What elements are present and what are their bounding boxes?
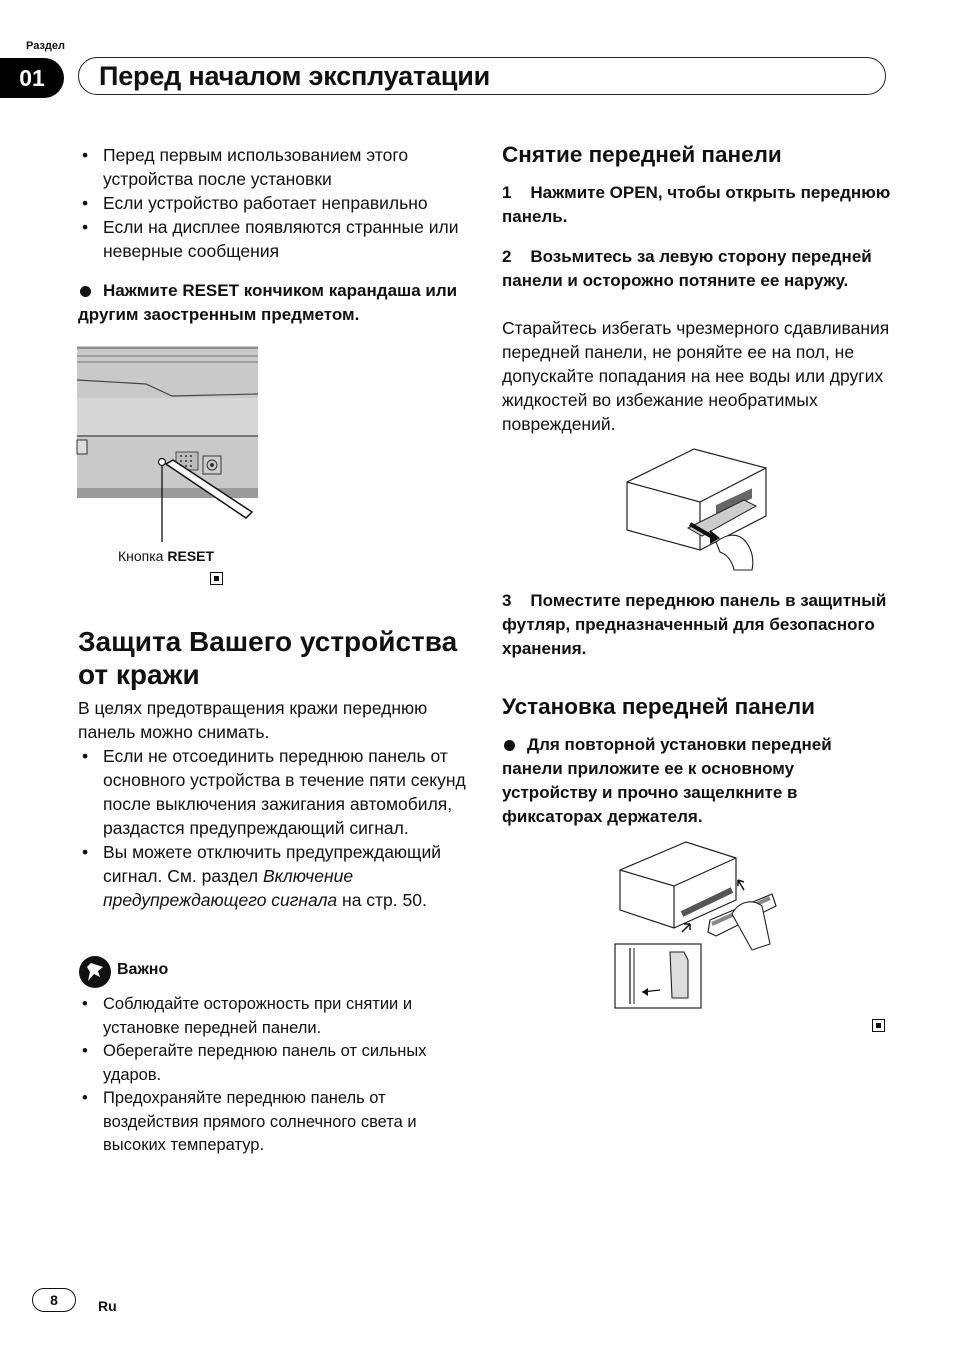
install-panel-illustration (612, 840, 782, 1012)
cross-reference-link[interactable]: Включение предупреждающего сигнала (103, 866, 354, 910)
install-instruction-text: Для повторной установки передней панели приложите ее к основному устройству и прочно защелкните в фиксаторах держателя. (502, 735, 832, 826)
arrow-icon (682, 924, 690, 932)
list-item: • Соблюдайте осторожность при снятии и установке передней панели. (78, 993, 470, 1040)
reset-instruction (78, 279, 470, 327)
end-of-section-icon (210, 572, 223, 585)
important-label: Важно (117, 961, 169, 978)
bullet-dot-icon (80, 286, 91, 297)
step-2: 2 Возьмитесь за левую сторону передней панели и осторожно потяните ее наружу. (502, 247, 877, 290)
important-list (78, 993, 470, 1158)
bullet-text: на стр. 50. (337, 890, 427, 910)
step-1: 1 Нажмите OPEN, чтобы открыть переднюю панель. (502, 183, 895, 226)
hand-icon (716, 535, 753, 570)
bullet-text: Вы можете отключить предупреждающий сигнал. См. раздел (103, 842, 441, 886)
reset-conditions-list (78, 143, 470, 263)
step-2-note: Старайтесь избегать чрезмерного сдавливания передней панели, не роняйте ее на пол, не допускайте попадания на нее воды или других жидкостей во избежание необратимых повреждений. (502, 318, 890, 434)
section-number-badge: 01 (0, 58, 64, 98)
theft-intro: В целях предотвращения кражи переднюю панель можно снимать. (78, 698, 428, 742)
reset-caption-bold: RESET (167, 548, 215, 564)
list-item: • Если не отсоединить переднюю панель от основного устройства в течение пяти секунд после выключения зажигания автомобиля, раздастся предупреждающий сигнал. (78, 744, 470, 840)
arrow-icon (738, 880, 744, 890)
list-item: • Перед первым использованием этого устройства после установки (78, 143, 470, 191)
step-3: 3 Поместите переднюю панель в защитный футляр, предназначенный для безопасного хранения. (502, 591, 892, 658)
bullet-dot-icon (504, 740, 515, 751)
important-pushpin-icon (78, 955, 112, 989)
list-item: • Предохраняйте переднюю панель от воздействия прямого солнечного света и высоких температур. (78, 1087, 470, 1158)
list-item: • Оберегайте переднюю панель от сильных ударов. (78, 1040, 470, 1087)
reset-instruction-text: Нажмите RESET кончиком карандаша или другим заостренным предметом. (78, 281, 458, 324)
remove-panel-heading: Снятие передней панели (502, 142, 782, 167)
list-item: • Если на дисплее появляются странные или неверные сообщения (78, 215, 470, 263)
reset-caption (118, 548, 214, 564)
reset-button (159, 459, 166, 466)
install-instruction (502, 733, 894, 829)
reset-button-illustration (76, 344, 262, 564)
page-number: 8 (32, 1288, 76, 1312)
page-title (78, 57, 886, 95)
reset-caption-prefix: Кнопка (118, 548, 168, 564)
language-label: Ru (98, 1298, 117, 1314)
end-of-section-icon (872, 1019, 885, 1032)
theft-bullets (78, 744, 470, 912)
page-title-text: Перед началом эксплуатации (99, 60, 491, 91)
section-label: Раздел (26, 40, 65, 52)
install-panel-heading: Установка передней панели (502, 694, 815, 719)
theft-protection-heading: Защита Вашего устройства от кражи (78, 626, 458, 690)
list-item (78, 840, 470, 912)
list-item: • Если устройство работает неправильно (78, 191, 470, 215)
remove-panel-illustration (624, 446, 770, 572)
